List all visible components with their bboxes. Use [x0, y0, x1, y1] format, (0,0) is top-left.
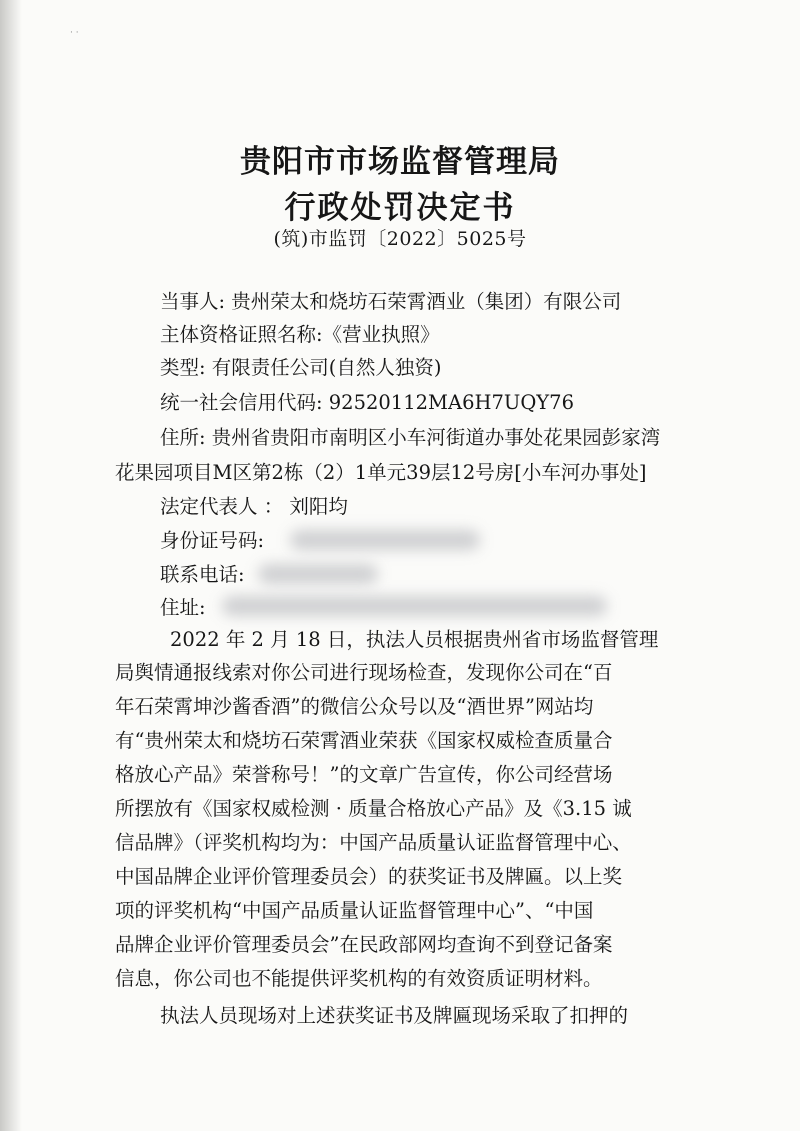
phone-label: 联系电话: [160, 563, 245, 586]
party-name: 当事人: 贵州荣太和烧坊石荣霄酒业（集团）有限公司 [160, 290, 622, 313]
residence-label: 住址: [160, 596, 206, 619]
paragraph-line: 中国品牌企业评价管理委员会）的获奖证书及牌匾。以上奖 [115, 865, 623, 888]
address-line-1: 住所: 贵州省贵阳市南明区小车河街道办事处花果园彭家湾 [160, 426, 661, 449]
paragraph-line: 年石荣霄坤沙酱香酒”的微信公众号以及“酒世界”网站均 [115, 695, 594, 718]
paragraph-line: 信品牌》（评奖机构均为：中国产品质量认证监督管理中心、 [115, 831, 632, 854]
scan-mark: · · [70, 28, 79, 38]
redacted-phone [258, 564, 378, 584]
paragraph-line: 有“贵州荣太和烧坊石荣霄酒业荣获《国家权威检查质量合 [115, 729, 613, 752]
document-number: (筑)市监罚〔2022〕5025号 [273, 228, 527, 250]
paragraph-line: 品牌企业评价管理委员会”在民政部网均查询不到登记备案 [115, 933, 613, 956]
paragraph-line: 格放心产品》荣誉称号！”的文章广告宣传，你公司经营场 [115, 763, 613, 786]
legal-representative: 法定代表人 ： 刘阳均 [160, 495, 348, 518]
id-number-label: 身份证号码: [160, 529, 265, 552]
paragraph-2-line: 执法人员现场对上述获奖证书及牌匾现场采取了扣押的 [160, 1004, 629, 1027]
paragraph-line: 所摆放有《国家权威检测 · 质量合格放心产品》及《3.15 诚 [115, 797, 632, 820]
credit-code: 统一社会信用代码: 92520112MA6H7UQY76 [160, 391, 574, 414]
paragraph-line: 项的评奖机构“中国产品质量认证监督管理中心”、“中国 [115, 899, 594, 922]
paragraph-line: 局舆情通报线索对你公司进行现场检查，发现你公司在“百 [115, 661, 613, 684]
redacted-residence [222, 596, 607, 616]
address-line-2: 花果园项目M区第2栋（2）1单元39层12号房[小车河办事处] [115, 461, 647, 484]
paragraph-line: 信息，你公司也不能提供评奖机构的有效资质证明材料。 [115, 967, 603, 990]
redacted-id-number [290, 530, 480, 550]
company-type: 类型: 有限责任公司(自然人独资) [160, 356, 442, 379]
paragraph-line: 2022 年 2 月 18 日，执法人员根据贵州省市场监督管理 [170, 628, 659, 651]
agency-title: 贵阳市市场监督管理局 [240, 144, 560, 180]
document-title: 行政处罚决定书 [284, 190, 516, 226]
license-name: 主体资格证照名称:《营业执照》 [160, 323, 440, 346]
